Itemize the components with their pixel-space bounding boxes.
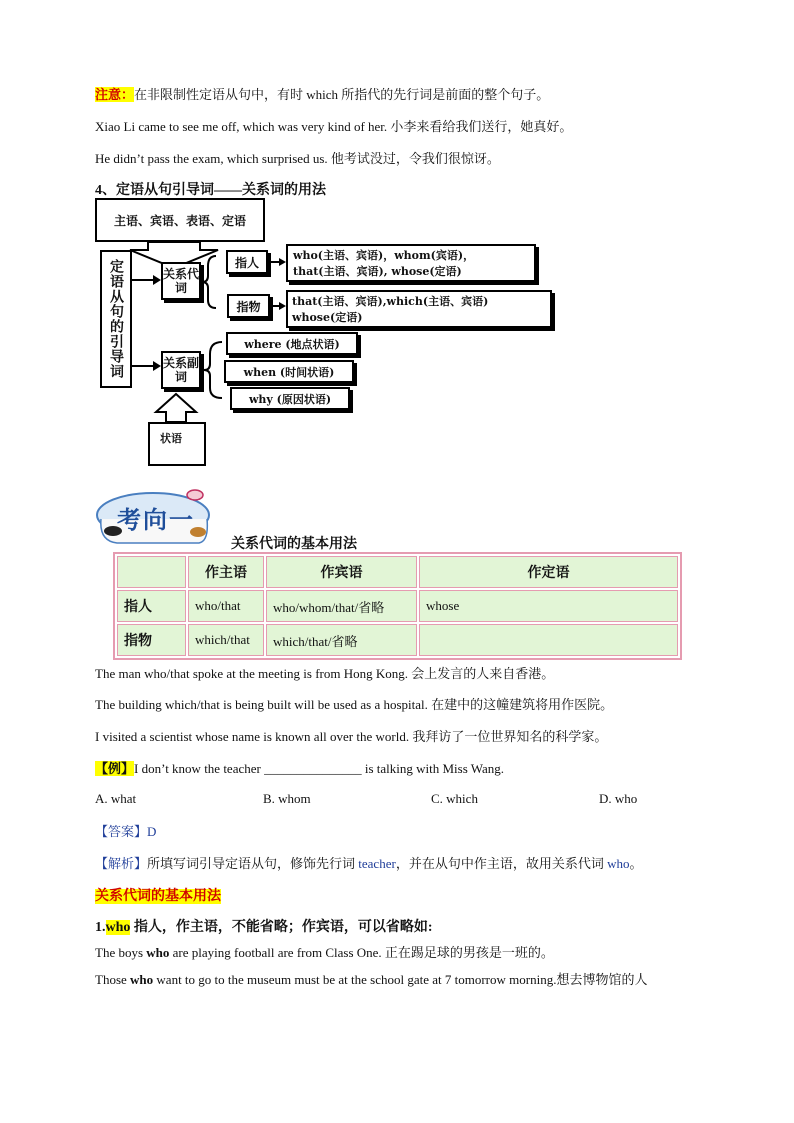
section-4-title: 4、定语从句引导词——关系词的用法 [95, 183, 326, 198]
table-cell: which/that/省略 [266, 624, 417, 656]
table-row [117, 624, 678, 656]
bottom-box: 状语 [148, 422, 206, 466]
rule-example-2-a: Those [95, 972, 131, 987]
thing-text-line-1: that(主语、宾语),which(主语、宾语) [292, 295, 489, 308]
rule-example-1-c: are playing football are from Class One. 正在踢足球的男孩是一班的。 [169, 945, 554, 960]
analysis-text-3: 。 [629, 856, 643, 871]
rule-example-2-who: who [130, 972, 154, 987]
pronoun-box: 关系代词 [161, 262, 201, 300]
where-box: where (地点状语) [226, 332, 358, 355]
table-cell: who/that [188, 590, 264, 622]
table-header-cell: 作宾语 [266, 556, 417, 588]
table-cell: 指物 [117, 624, 186, 656]
rule-example-1-a: The boys [95, 945, 147, 960]
example-sentence-3: I visited a scientist whose name is known all over the world. 我拜访了一位世界知名的科学家。 [95, 729, 608, 744]
option-b: B. whom [263, 791, 311, 806]
section-heading-text: 关系代词的基本用法 [95, 889, 221, 904]
note-text: 在非限制性定语从句中，有时 which 所指代的先行词是前面的整个句子。 [134, 87, 550, 102]
example-sentence-1: The man who/that spoke at the meeting is from Hong Kong. 会上发言的人来自香港。 [95, 666, 555, 681]
option-d: D. who [599, 791, 638, 806]
person-label-box: 指人 [226, 250, 268, 274]
left-box [100, 250, 132, 388]
analysis-text-2: ，并在从句中作主语，故用关系代词 [395, 856, 608, 871]
rule-1-word: who [105, 920, 131, 935]
analysis-word-2: who [607, 856, 630, 871]
why-box: why (原因状语) [230, 387, 350, 410]
table-header-cell: 作定语 [419, 556, 678, 588]
table-cell: who/whom/that/省略 [266, 590, 417, 622]
analysis-word-1: teacher [358, 856, 396, 871]
note-example-2: He didn’t pass the exam, which surprised us. 他考试没过，令我们很惊讶。 [95, 151, 500, 166]
analysis-line [95, 853, 642, 872]
person-text-box [286, 244, 536, 282]
adverb-brace [204, 342, 222, 398]
answer-line [95, 821, 156, 840]
rule-example-1 [95, 942, 554, 961]
left-box-text: 定语从句的引导词 [108, 259, 124, 379]
example-sentence-2: The building which/that is being built will be used as a hospital. 在建中的这幢建筑将用作医院。 [95, 697, 614, 712]
table-header-cell [117, 556, 186, 588]
section-heading [95, 885, 221, 905]
rule-1-num: 1. [95, 920, 106, 935]
analysis-text-1: 所填写词引导定语从句，修饰先行词 [147, 856, 359, 871]
relative-pronoun-table [113, 552, 682, 660]
table-row [117, 590, 678, 622]
adverb-box: 关系副词 [161, 351, 201, 389]
rule-1-text: 指人，作主语，不能省略；作宾语，可以省略如: [130, 920, 433, 935]
table-cell [419, 624, 678, 656]
when-box: when (时间状语) [224, 360, 354, 383]
bottom-up-arrow [156, 394, 196, 422]
option-a: A. what [95, 791, 137, 806]
rule-example-2 [95, 969, 647, 988]
table-cell: 指人 [117, 590, 186, 622]
pronoun-brace [202, 256, 216, 308]
rule-example-1-who: who [146, 945, 170, 960]
table-header-row [117, 556, 678, 588]
top-box: 主语、宾语、表语、定语 [95, 198, 265, 242]
table-cell: which/that [188, 624, 264, 656]
rule-1-line [95, 916, 433, 936]
table-header-cell: 作主语 [188, 556, 264, 588]
table-cell: whose [419, 590, 678, 622]
thing-text-line-2: whose(定语) [292, 311, 363, 324]
answer-value: D [147, 824, 157, 839]
answer-label: 【答案】 [95, 824, 148, 839]
option-c: C. which [431, 791, 478, 806]
badge-text: 考向一 [117, 505, 195, 534]
thing-label-box: 指物 [227, 294, 270, 318]
subsection-title: 关系代词的基本用法 [231, 537, 357, 552]
question-label: 【例】 [95, 761, 135, 776]
person-text-line-2: that(主语、宾语), whose(定语) [293, 265, 462, 278]
note-label: 注意： [95, 87, 135, 102]
thing-text-box [286, 290, 552, 328]
question-line [95, 758, 504, 777]
rule-example-2-c: want to go to the museum must be at the school gate at 7 tomorrow morning.想去博物馆的人 [153, 972, 648, 987]
person-text-line-1: who(主语、宾语)，whom(宾语)， [293, 249, 475, 262]
note-example-1: Xiao Li came to see me off, which was very kind of her. 小李来看给我们送行，她真好。 [95, 119, 573, 134]
question-text: I don’t know the teacher _______________ is talking with Miss Wang. [134, 761, 505, 776]
analysis-label: 【解析】 [95, 856, 148, 871]
